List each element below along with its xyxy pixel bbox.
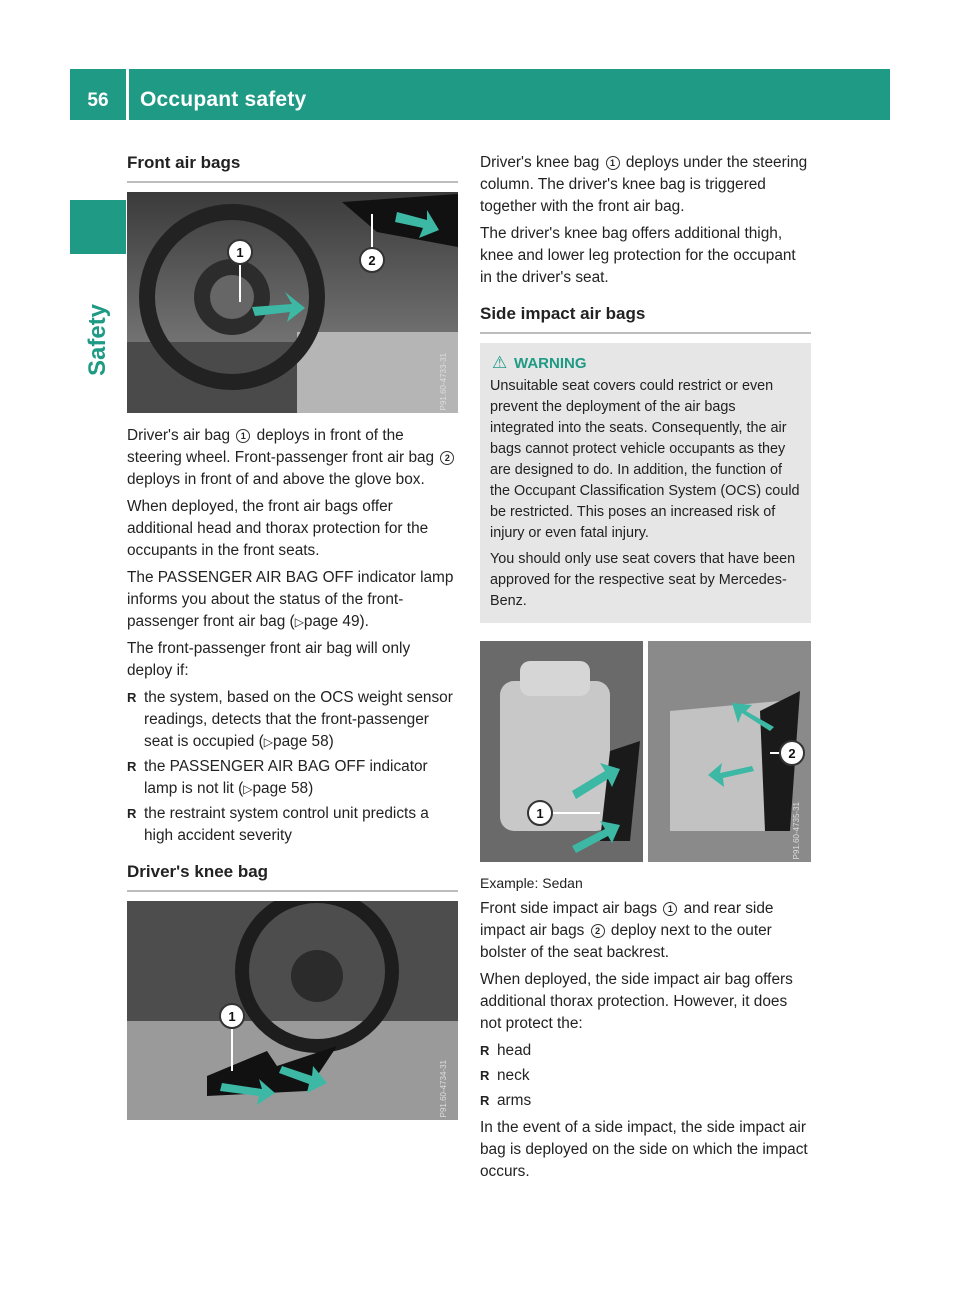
callout-2-label: 2 bbox=[788, 746, 796, 761]
left-column bbox=[127, 152, 458, 1120]
paragraph: The front-passenger front air bag will only deploy if: bbox=[127, 640, 411, 679]
section-rule bbox=[127, 890, 458, 892]
warning-triangle-icon: ⚠ bbox=[492, 353, 508, 372]
list-item: R head bbox=[480, 1040, 811, 1062]
right-column bbox=[480, 152, 811, 1188]
list-item: R arms bbox=[480, 1090, 811, 1112]
list-item: R the system, based on the OCS weight sensor readings, detects that the front-passenger seat is occupied (▷page 58) bbox=[127, 689, 453, 750]
paragraph: In the event of a side impact, the side impact air bag is deployed on the side on which the impact occurs. bbox=[480, 1119, 808, 1180]
list-item: R the PASSENGER AIR BAG OFF indicator lamp is not lit (▷page 58) bbox=[127, 758, 428, 797]
warning-heading: ⚠ WARNING bbox=[492, 353, 587, 372]
bullet-icon: R bbox=[127, 759, 137, 774]
bullet-icon: R bbox=[480, 1093, 490, 1108]
figure-caption: Example: Sedan bbox=[480, 875, 583, 891]
callout-2-marker: 2 bbox=[591, 924, 605, 938]
section-tab-marker bbox=[70, 200, 126, 254]
callout-1-marker: 1 bbox=[663, 902, 677, 916]
section-title-knee-bag: Driver's knee bag bbox=[127, 862, 269, 881]
section-title-side-impact: Side impact air bags bbox=[480, 304, 646, 323]
figure-knee-bag bbox=[127, 901, 458, 1120]
paragraph: When deployed, the front air bags offer additional head and thorax protection for the occupants in the front seats. bbox=[127, 498, 429, 559]
section-side-label: Safety bbox=[84, 303, 111, 376]
list-item: R neck bbox=[480, 1065, 811, 1087]
callout-2-marker: 2 bbox=[440, 451, 454, 465]
bullet-icon: R bbox=[480, 1043, 490, 1058]
paragraph: The driver's knee bag offers additional thigh, knee and lower leg protection for the occupant in the driver's seat. bbox=[480, 225, 796, 286]
figure-side-impact bbox=[480, 641, 811, 862]
figure-code: P91.60-4733-31 bbox=[439, 352, 448, 410]
page-number: 56 bbox=[87, 90, 109, 111]
figure-front-air-bags bbox=[127, 192, 458, 413]
page-ref-arrow-icon: ▷ bbox=[294, 615, 304, 629]
knee-bag-illustration bbox=[127, 901, 458, 1120]
section-rule bbox=[127, 181, 458, 183]
dashboard-illustration bbox=[127, 192, 458, 413]
paragraph: When deployed, the side impact air bag offers additional thorax protection. However, it does not protect the: bbox=[480, 971, 793, 1032]
page-ref-arrow-icon: ▷ bbox=[243, 782, 253, 796]
page-ref-arrow-icon: ▷ bbox=[263, 735, 274, 749]
bullet-list bbox=[127, 687, 458, 847]
bullet-icon: R bbox=[480, 1068, 490, 1083]
section-title-front-air-bags: Front air bags bbox=[127, 153, 241, 172]
header-separator bbox=[126, 69, 129, 120]
callout-2-label: 2 bbox=[368, 253, 376, 268]
list-item: R the restraint system control unit predicts a high accident severity bbox=[127, 805, 429, 844]
paragraph: Front side impact air bags 1 and rear side impact air bags 2 deploy next to the outer bolster of the seat backrest. bbox=[480, 900, 774, 961]
callout-1-marker: 1 bbox=[236, 429, 250, 443]
warning-text: Unsuitable seat covers could restrict or even prevent the deployment of the air bags integrated into the seats. Consequently, the air bags cannot protect vehicle occupants as they are designed to do. In addition, the function of the Occupant Classification System (OCS) could be restricted. This poses an increased risk of injury or even fatal injury. bbox=[490, 378, 800, 541]
page-title: Occupant safety bbox=[140, 88, 307, 111]
paragraph: The PASSENGER AIR BAG OFF indicator lamp informs you about the status of the front-passenger front air bag (▷page 49). bbox=[127, 569, 454, 630]
bullet-icon: R bbox=[127, 690, 137, 705]
paragraph: Driver's knee bag 1 deploys under the steering column. The driver's knee bag is triggered together with the front air bag. bbox=[480, 154, 808, 215]
figure-code: P91.60-4735-31 bbox=[792, 801, 801, 859]
seats-illustration bbox=[480, 641, 811, 862]
callout-1-marker: 1 bbox=[606, 156, 620, 170]
paragraph: Driver's air bag 1 deploys in front of the steering wheel. Front-passenger front air bag 2 deploys in front of and above the glove box. bbox=[127, 425, 458, 491]
callout-1-label: 1 bbox=[228, 1009, 236, 1024]
callout-1-label: 1 bbox=[236, 245, 244, 260]
figure-code: P91.60-4734-31 bbox=[439, 1059, 448, 1117]
bullet-list bbox=[480, 1040, 811, 1112]
warning-box bbox=[480, 343, 811, 623]
section-rule bbox=[480, 332, 811, 334]
bullet-icon: R bbox=[127, 806, 137, 821]
warning-text: You should only use seat covers that have been approved for the respective seat by Mercedes-Benz. bbox=[490, 551, 796, 609]
callout-1-label: 1 bbox=[536, 806, 544, 821]
